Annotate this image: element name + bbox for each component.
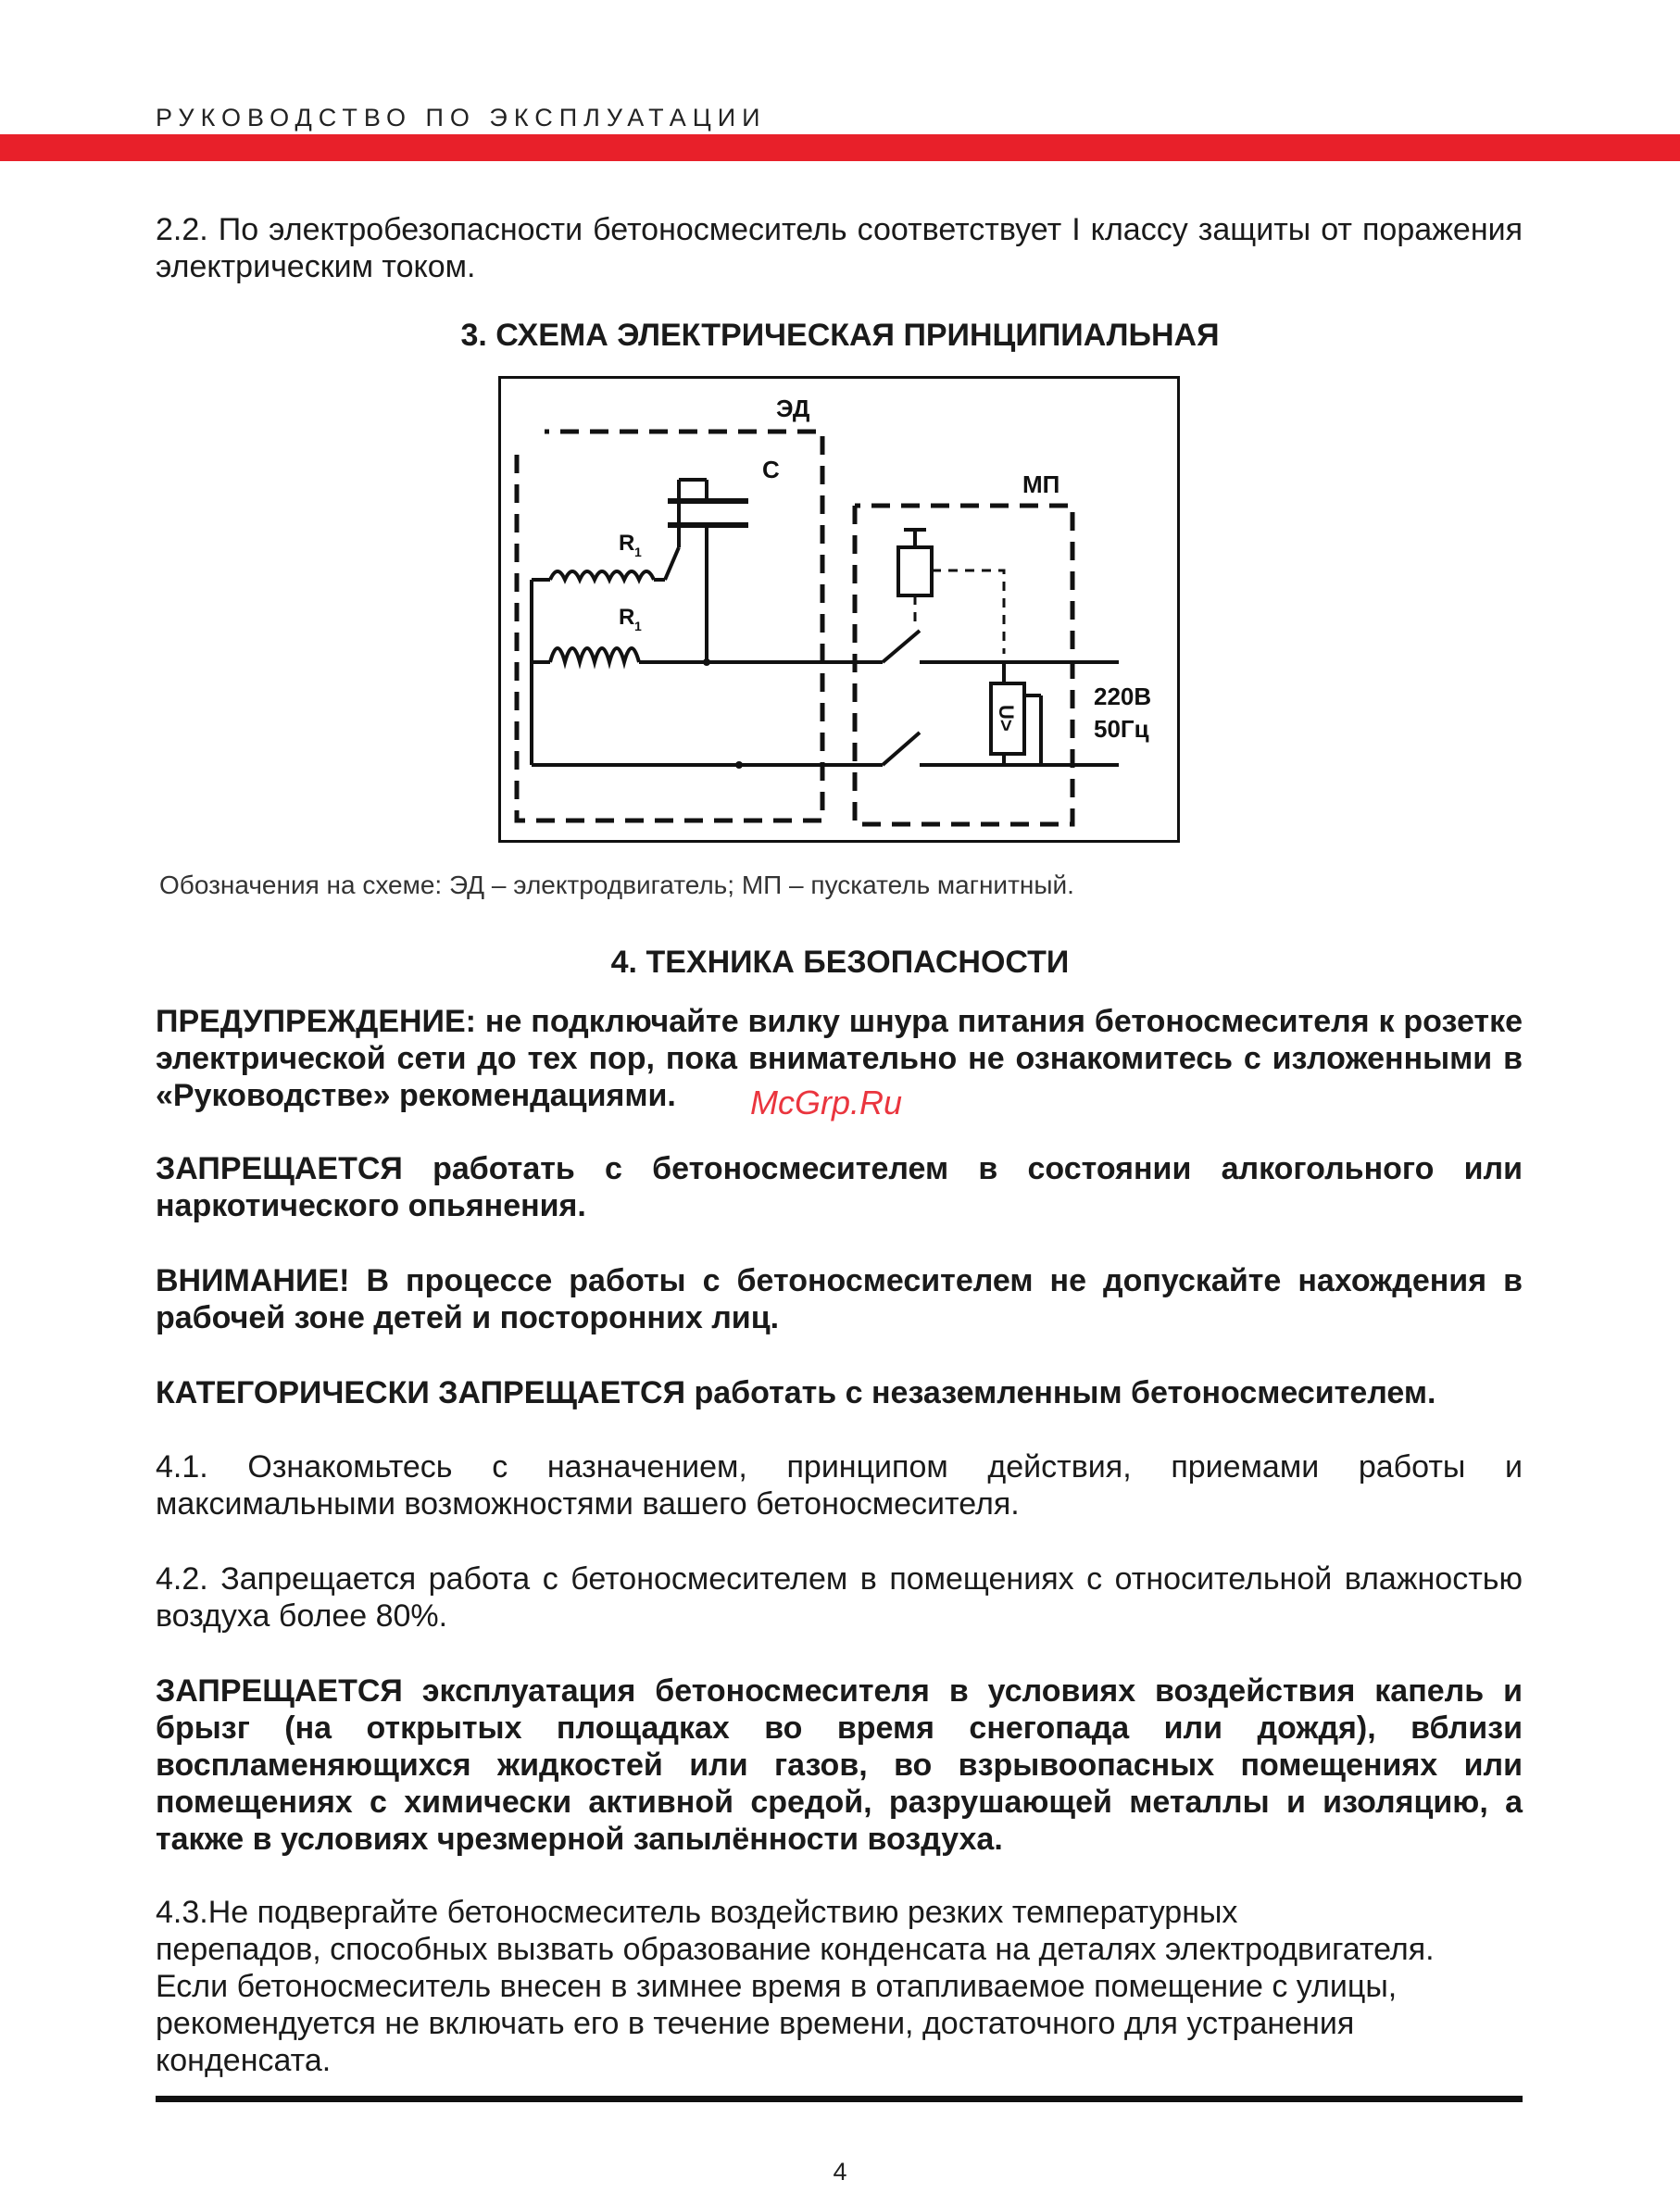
starter-dashed-box <box>855 506 1072 824</box>
paragraph-4-2: 4.2. Запрещается работа с бетоносмесителем в помещениях с относительной влажностью воздуха более 80%. <box>156 1561 1523 1634</box>
attention-paragraph: ВНИМАНИЕ! В процессе работы с бетоносмесителем не допускайте нахождения в рабочей зоне детей и посторонних лиц. <box>156 1263 1523 1335</box>
paragraph-4-3-line-2: перепадов, способных вызвать образование конденсата на деталях электродвигателя. <box>156 1932 1435 1967</box>
motor-dashed-box <box>517 432 822 821</box>
paragraph-4-3-line-1: 4.3.Не подвергайте бетоносмеситель воздействию резких температурных <box>156 1895 1238 1930</box>
starter-coil <box>898 547 932 595</box>
label-r1-top-subscript: 1 <box>634 545 642 559</box>
label-r1-bottom-subscript: 1 <box>634 619 642 633</box>
diagram-caption: Обозначения на схеме: ЭД – электродвигатель; МП – пускатель магнитный. <box>159 871 1074 899</box>
header-red-bar <box>0 134 1680 161</box>
switch-contact-bottom <box>883 733 920 765</box>
watermark: McGrp.Ru <box>750 1084 903 1121</box>
section-3-heading: 3. СХЕМА ЭЛЕКТРИЧЕСКАЯ ПРИНЦИПИАЛЬНАЯ <box>460 318 1220 353</box>
strictly-prohibited-paragraph: КАТЕГОРИЧЕСКИ ЗАПРЕЩАЕТСЯ работать с незаземленным бетоносмесителем. <box>156 1375 1436 1410</box>
label-motor: ЭД <box>776 395 810 422</box>
label-starter: МП <box>1022 470 1060 498</box>
switch-contact-top <box>883 631 920 662</box>
page-number: 4 <box>833 2158 847 2186</box>
section-4-heading: 4. ТЕХНИКА БЕЗОПАСНОСТИ <box>610 945 1070 980</box>
coil-r1-bottom <box>550 648 639 662</box>
electrical-diagram <box>498 376 1180 843</box>
paragraph-4-3-line-3: Если бетоносмеситель внесен в зимнее время в отапливаемое помещение с улицы, <box>156 1969 1398 2004</box>
warning-paragraph: ПРЕДУПРЕЖДЕНИЕ: не подключайте вилку шнура питания бетоносмесителя к розетке электрической сети до тех пор, пока внимательно не ознакомитесь с изложенными в «Руководстве» рекомендациями. <box>156 1004 1523 1113</box>
paragraph-4-3-line-5: конденсата. <box>156 2043 332 2078</box>
voltage-relay-label: U> <box>995 705 1018 732</box>
page-header-title: РУКОВОДСТВО ПО ЭКСПЛУАТАЦИИ <box>156 104 767 132</box>
paragraph-2-2: 2.2. По электробезопасности бетоносмеситель соответствует I классу защиты от поражения электрическим током. <box>156 212 1523 284</box>
diagram-border <box>500 378 1179 842</box>
prohibited-operation-paragraph: ЗАПРЕЩАЕТСЯ эксплуатация бетоносмесителя в условиях воздействия капель и брызг (на открытых площадках во время снегопада или дождя), вблизи воспламеняющихся жидкостей или газов, во взрывоопасных помещениях или помещениях с химически активной средой, разрушающей металлы и изоляцию, а также в условиях чрезмерной запылённости воздуха. <box>156 1673 1523 1857</box>
prohibited-alcohol-paragraph: ЗАПРЕЩАЕТСЯ работать с бетоносмесителем в состоянии алкогольного или наркотического опьянения. <box>156 1151 1523 1223</box>
paragraph-4-3 <box>156 1894 1523 2079</box>
footer-rule <box>156 2096 1523 2102</box>
paragraph-4-3-line-4: рекомендуется не включать его в течение времени, достаточного для устранения <box>156 2006 1355 2041</box>
paragraph-4-1: 4.1. Ознакомьтесь с назначением, принципом действия, приемами работы и максимальными возможностями вашего бетоносмесителя. <box>156 1449 1523 1522</box>
label-frequency: 50Гц <box>1094 715 1149 743</box>
label-r1-top: R <box>619 531 635 556</box>
label-r1-bottom: R <box>619 605 635 630</box>
label-voltage: 220В <box>1094 683 1152 710</box>
coil-r1-top <box>550 571 654 580</box>
label-capacitor: C <box>762 456 780 483</box>
